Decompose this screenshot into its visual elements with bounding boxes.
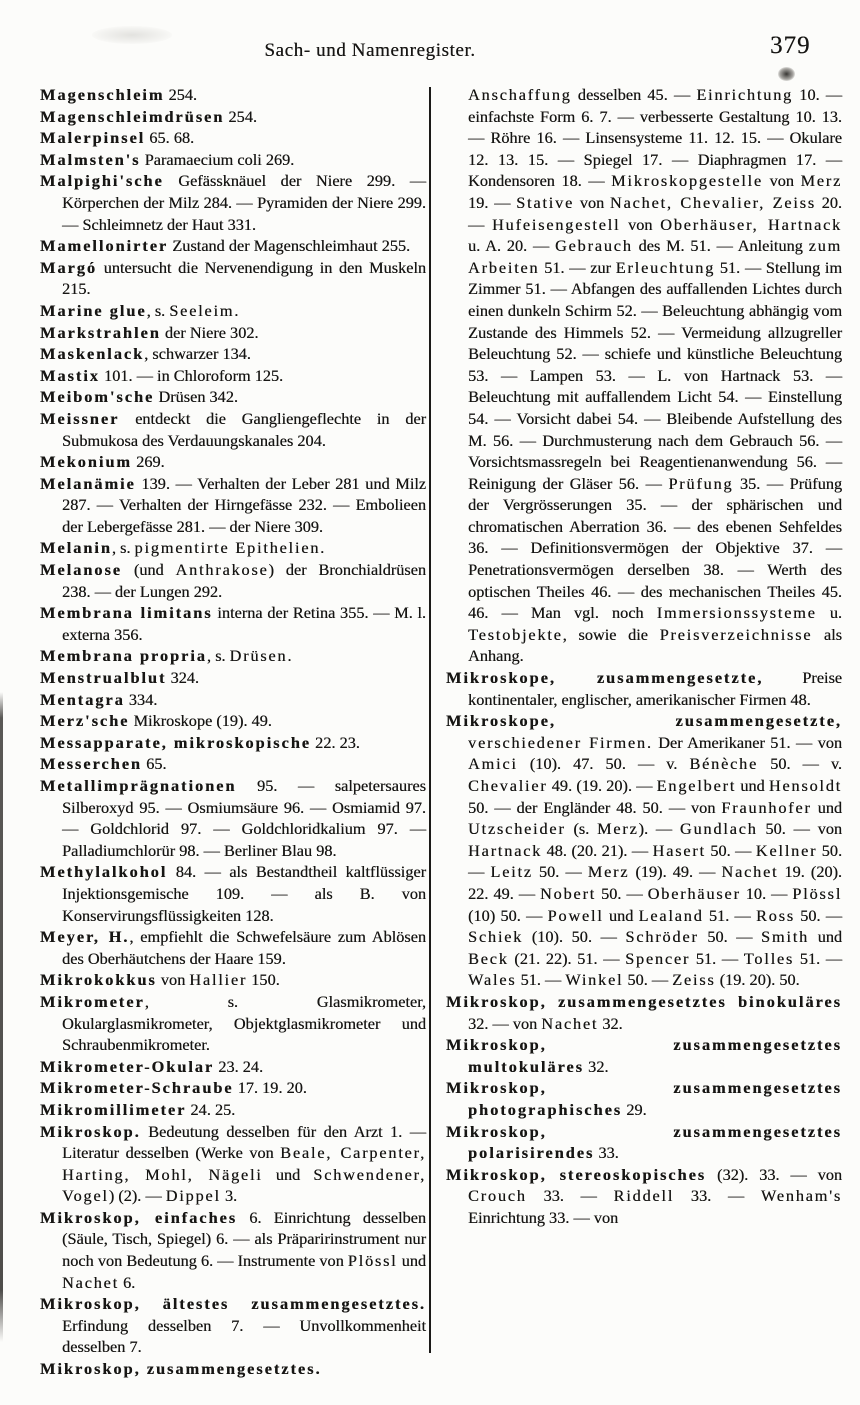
spaced-term: Nachet [541, 1013, 599, 1033]
index-entry: Markstrahlen der Niere 302. [40, 322, 259, 342]
index-entry: Mikroskop, zusammengesetztes photographisches 29. [446, 1078, 842, 1119]
spaced-term: Nachet [721, 862, 779, 882]
entry-headword: Membrana limitans [40, 603, 213, 623]
index-entry: Mastix 101. — in Chloroform 125. [40, 365, 284, 385]
index-entry: Mekonium 269. [40, 452, 165, 472]
index-column-left [40, 84, 426, 1380]
entry-headword: Mamellonirter [40, 236, 169, 256]
spaced-term: Crouch [468, 1186, 527, 1206]
entry-headword: Mikroskop. [40, 1121, 141, 1141]
spaced-term: Schiek [468, 927, 524, 947]
index-entry: Mamellonirter Zustand der Magenschleimhaut 255. [40, 236, 411, 256]
spaced-term: Nachet [62, 1272, 119, 1292]
entry-headword: Messapparate, mikroskopische [40, 732, 311, 752]
entry-headword: Mikroskop, zusammengesetztes. [40, 1359, 322, 1379]
entry-headword: Magenschleimdrüsen [40, 106, 225, 126]
entry-headword: Melanose [40, 560, 123, 580]
entry-headword: Mikroskop, ältestes zusammengesetztes. [40, 1294, 426, 1314]
index-entry: Membrana limitans interna der Retina 355. — M. l. externa 356. [40, 603, 426, 644]
index-entry: Messerchen 65. [40, 754, 167, 774]
entry-headword: Maskenlack [40, 344, 145, 364]
index-entry: Malpighi'sche Gefässknäuel der Niere 299. — Körperchen der Milz 284. — Pyramiden der Niere 299. — Schleimnetz der Haut 331. [40, 171, 426, 234]
spaced-term: Einrichtung [696, 85, 793, 104]
spaced-term: Anthrakose [175, 560, 269, 580]
spaced-term: Lealand [638, 905, 704, 925]
spaced-term: Merz [587, 862, 630, 882]
index-entry: Magenschleimdrüsen 254. [40, 106, 257, 126]
index-entry: Mikrometer, s. Glasmikrometer, Okularglasmikrometer, Objektglasmikrometer und Schraubenmikrometer. [40, 991, 426, 1055]
spaced-term: Gundlach [679, 819, 758, 839]
index-entry-continuation: Anschaffung desselben 45. — Einrichtung 10. — einfachste Form 6. 7. — verbesserte Gestaltung 10. 13. — Röhre 16. — Linsensysteme 11. 12. 15. — Okulare 12. 13. 15. — Spiegel 17. — Diaphragmen 17. — Kondensoren 18. — Mikroskopgestelle von Merz 19. — Stative von Nachet, Chevalier, Zeiss 20. — Hufeisengestell von Oberhäuser, Hartnack u. A. 20. — Gebrauch des M. 51. — Anleitung zum Arbeiten 51. — zur Erleuchtung 51. — Stellung im Zimmer 51. — Abfangen des auffallenden Lichtes durch einen dunkeln Schirm 52. — Beleuchtung abhängig vom Zustande des Himmels 52. — Vermeidung allzugreller Beleuchtung 52. — schiefe und künstliche Beleuchtung 53. — Lampen 53. — L. von Hartnack 53. — Beleuchtung mit auffallendem Licht 54. — Einstellung 54. — Vorsicht dabei 54. — Bleibende Aufstellung des M. 56. — Durchmusterung nach dem Gebrauch 56. — Vorsichtsmassregeln bei Reagentienanwendung 56. — Reinigung der Gläser 56. — Prüfung 35. — Prüfung der Vergrösserungen 35. — der sphärischen und chromatischen Aberration 36. — des ebenen Sehfeldes 36. — Definitionsvermögen der Objektive 37. — Penetrationsvermögen derselben 38. — Werth des optischen Theiles 46. — des mechanischen Theiles 45. 46. — Man vgl. noch Immersionssysteme u. Testobjekte, sowie die Preisverzeichnisse als Anhang. [468, 85, 843, 666]
entry-headword: Margó [40, 257, 98, 277]
spaced-term: Kellner [755, 840, 818, 860]
spaced-term: Utzscheider [468, 819, 566, 839]
index-entry: Melanämie 139. — Verhalten der Leber 281 und Milz 287. — Verhalten der Hirngefässe 232. — Embolieen der Lebergefässe 281. — der Niere 309. [40, 473, 426, 536]
index-entry: Mikroskop, stereoskopisches (32). 33. — von Crouch 33. — Riddell 33. — Wenham's Einrichtung 33. — von [446, 1164, 843, 1227]
index-entry: Membrana propria, s. Drüsen. [40, 646, 292, 666]
entry-headword: Meyer, H. [40, 927, 130, 947]
index-entry: Magenschleim 254. [40, 85, 197, 104]
index-entry: Mikroskop, ältestes zusammengesetztes. Erfindung desselben 7. — Unvollkommenheit desselben 7. [40, 1294, 426, 1357]
running-head: Sach- und Namenregister. [264, 40, 476, 61]
entry-headword: Mekonium [40, 452, 132, 472]
spaced-term: Hufeisengestell [492, 214, 621, 234]
entry-headword: Mastix [40, 365, 100, 385]
index-entry: Maskenlack, schwarzer 134. [40, 344, 251, 364]
entry-headword: Metallimprägnationen [40, 776, 237, 795]
spaced-term: Spencer [625, 948, 691, 968]
index-entry: Mikroskop, zusammengesetztes multokuläres 32. [446, 1035, 842, 1076]
index-entry: Mikrometer-Okular 23. 24. [40, 1056, 264, 1076]
spaced-term: zum Arbeiten [468, 236, 842, 277]
index-entry: Meyer, H., empfiehlt die Schwefelsäure zum Ablösen des Oberhäutchens der Haare 159. [40, 927, 427, 968]
page-number: 379 [770, 32, 811, 59]
spaced-term: Merz [596, 819, 639, 839]
spaced-term: Engelbert [656, 776, 737, 795]
entry-headword: Malerpinsel [40, 128, 146, 148]
spaced-term: Hallier [189, 970, 248, 990]
entry-headword: Mikroskop, zusammengesetztes binokuläres [446, 991, 842, 1011]
spaced-term: Nobert [539, 883, 596, 903]
index-entry: Menstrualblut 324. [40, 668, 199, 688]
index-entry: Mikroskop. Bedeutung desselben für den Arzt 1. — Literatur desselben (Werke von Beale, Carpenter, Harting, Mohl, Nägeli und Schwendener, Vogel) (2). — Dippel 3. [40, 1121, 427, 1206]
spaced-term: Hartnack [468, 840, 543, 860]
spaced-term: Ross [755, 905, 795, 925]
spaced-term: Beck [468, 948, 509, 968]
entry-headword: Mikrometer [40, 991, 145, 1011]
index-entry [40, 1358, 426, 1380]
entry-headword: Malpighi'sche [40, 171, 164, 191]
entry-headword: Mikrometer-Okular [40, 1056, 215, 1076]
spaced-term: Wenham's [760, 1186, 843, 1206]
ink-spot [778, 67, 795, 81]
spaced-term: Schröder [625, 927, 699, 947]
spaced-term: Powell [547, 905, 604, 925]
index-column-right [446, 84, 842, 1228]
entry-headword: Mikroskope, zusammengesetzte, [446, 668, 764, 688]
spaced-term: Amici [468, 754, 518, 774]
spaced-term: Wales [468, 970, 517, 990]
index-entry: Malmsten's Paramaecium coli 269. [40, 149, 295, 169]
entry-headword: Mikroskop, zusammengesetztes photographisches [446, 1078, 842, 1119]
spaced-term: pigmentirte Epithelien [134, 538, 321, 558]
spaced-term: Erleuchtung [615, 257, 716, 277]
spaced-term: Winkel [565, 970, 624, 990]
index-entry: Melanose (und Anthrakose) der Bronchialdrüsen 238. — der Lungen 292. [40, 560, 426, 601]
spaced-term: Hasert [652, 840, 706, 860]
scan-edge-artifact [0, 692, 3, 1342]
spaced-term: Smith [761, 927, 809, 947]
entry-headword: Markstrahlen [40, 322, 161, 342]
entry-headword: Merz'sche [40, 711, 130, 731]
index-entry: Metallimprägnationen 95. — salpetersaures Silberoxyd 95. — Osmiumsäure 96. — Osmiamid 97. — Goldchlorid 97. — Goldchloridkalium 97. — Palladiumchlorür 98. — Berliner Blau 98. [40, 776, 426, 860]
spaced-term: Oberhäuser [647, 883, 741, 903]
entry-headword: Mikroskope, zusammengesetzte, [446, 711, 842, 731]
entry-headword: Mikroskop, zusammengesetztes polarisirendes [446, 1121, 842, 1163]
index-entry: Melanin, s. pigmentirte Epithelien. [40, 538, 325, 558]
entry-headword: Mikroskop, stereoskopisches [446, 1164, 707, 1184]
index-entry: Mikroskop, zusammengesetztes binokuläres 32. — von Nachet 32. [446, 991, 842, 1033]
index-entry: Mikroskope, zusammengesetzte, verschiedener Firmen. Der Amerikaner 51. — von Amici (10). 47. 50. — v. Bénèche 50. — v. Chevalier 49. (19. 20). — Engelbert und Hensoldt 50. — der Engländer 48. 50. — von Fraunhofer und Utzscheider (s. Merz). — Gundlach 50. — von Hartnack 48. (20. 21). — Hasert 50. — Kellner 50. — Leitz 50. — Merz (19). 49. — Nachet 19. (20). 22. 49. — Nobert 50. — Oberhäuser 10. — Plössl (10) 50. — Powell und Lealand 51. — Ross 50. — Schiek (10). 50. — Schröder 50. — Smith und Beck (21. 22). 51. — Spencer 51. — Tolles 51. — Wales 51. — Winkel 50. — Zeiss (19. 20). 50. [446, 711, 843, 990]
column-divider-rule [429, 87, 431, 1353]
spaced-term: Mikroskopgestelle [611, 171, 763, 191]
index-entry: Methylalkohol 84. — als Bestandtheil kaltflüssiger Injektionsgemische 109. — als B. von Konservirungsflüssigkeiten 128. [40, 862, 426, 925]
entry-headword: Malmsten's [40, 149, 141, 169]
spaced-term: Beale, Carpenter, Harting, Mohl, Nägeli [62, 1143, 426, 1184]
index-entry: Marine glue, s. Seeleim. [40, 300, 239, 320]
index-entry: Mikroskope, zusammengesetzte, Preise kontinentaler, englischer, amerikanischer Firmen 48. [446, 668, 843, 709]
entry-headword: Marine glue [40, 300, 147, 320]
entry-headword: Melanämie [40, 473, 136, 493]
index-entry: Messapparate, mikroskopische 22. 23. [40, 732, 360, 752]
spaced-term: Immersionssysteme [656, 603, 817, 623]
index-entry: Mikromillimeter 24. 25. [40, 1099, 236, 1119]
index-entry: Meibom'sche Drüsen 342. [40, 387, 238, 407]
spaced-term: Riddell [613, 1186, 675, 1206]
index-entry: Mikroskop, einfaches 6. Einrichtung desselben (Säule, Tisch, Spiegel) 6. — als Präparirinstrument nur noch von Bedeutung 6. — Instrumente von Plössl und Nachet 6. [40, 1207, 426, 1292]
spaced-term: Gebrauch [554, 236, 633, 256]
index-entry: Mikrokokkus von Hallier 150. [40, 970, 280, 990]
spaced-term: Testobjekte [468, 624, 563, 644]
spaced-term: Chevalier [468, 776, 548, 795]
entry-headword: Mikromillimeter [40, 1099, 187, 1119]
spaced-term: Zeiss [672, 970, 716, 990]
spaced-term: Stative [516, 192, 574, 212]
index-entry: Margó untersucht die Nervenendigung in den Muskeln 215. [40, 257, 426, 299]
spaced-term: Hensoldt [768, 776, 843, 795]
entry-headword: Mikrometer-Schraube [40, 1078, 234, 1098]
spaced-term: Merz [800, 171, 842, 191]
entry-headword: Magenschleim [40, 85, 165, 104]
index-entry: Mikrometer-Schraube 17. 19. 20. [40, 1078, 307, 1098]
index-entry: Malerpinsel 65. 68. [40, 128, 195, 148]
spaced-term: Bénèche [689, 754, 759, 774]
spaced-term: Tolles [743, 948, 795, 968]
entry-headword: Membrana propria [40, 646, 207, 666]
index-entry: Merz'sche Mikroskope (19). 49. [40, 711, 272, 731]
spaced-term: Preisverzeichnisse [659, 624, 813, 644]
index-entry: Mentagra 334. [40, 689, 158, 709]
entry-headword: Menstrualblut [40, 668, 167, 688]
spaced-term: Drüsen [229, 646, 288, 666]
entry-headword: Methylalkohol [40, 862, 168, 882]
entry-headword: Meissner [40, 408, 120, 428]
spaced-term: Seeleim [169, 300, 235, 320]
index-entry: Meissner entdeckt die Gangliengeflechte in der Submukosa des Verdauungskanales 204. [40, 408, 426, 450]
entry-headword: Messerchen [40, 754, 142, 774]
spaced-term: Leitz [490, 862, 533, 882]
spaced-term: Anschaffung [468, 85, 572, 104]
spaced-term: Plössl [347, 1251, 398, 1271]
entry-headword: Mikroskop, einfaches [40, 1207, 238, 1227]
spaced-term: Schwendener, Vogel [62, 1164, 427, 1206]
entry-headword: Melanin [40, 538, 112, 558]
spaced-term: Nachet, Chevalier, Zeiss [609, 192, 816, 212]
entry-headword: Meibom'sche [40, 387, 155, 407]
entry-headword: Mentagra [40, 689, 125, 709]
spaced-term: Prüfung [668, 473, 734, 493]
entry-headword: Mikrokokkus [40, 970, 157, 990]
spaced-term: verschiedener Firmen. [468, 732, 653, 752]
index-entry: Mikroskop, zusammengesetztes polarisirendes 33. [446, 1121, 842, 1163]
spaced-term: Fraunhofer [721, 797, 812, 817]
spaced-term: Dippel [165, 1186, 221, 1206]
spaced-term: Oberhäuser, Hartnack [660, 214, 842, 234]
entry-headword: Mikroskop, zusammengesetztes multokuläres [446, 1035, 842, 1076]
spaced-term: Plössl [792, 883, 843, 903]
